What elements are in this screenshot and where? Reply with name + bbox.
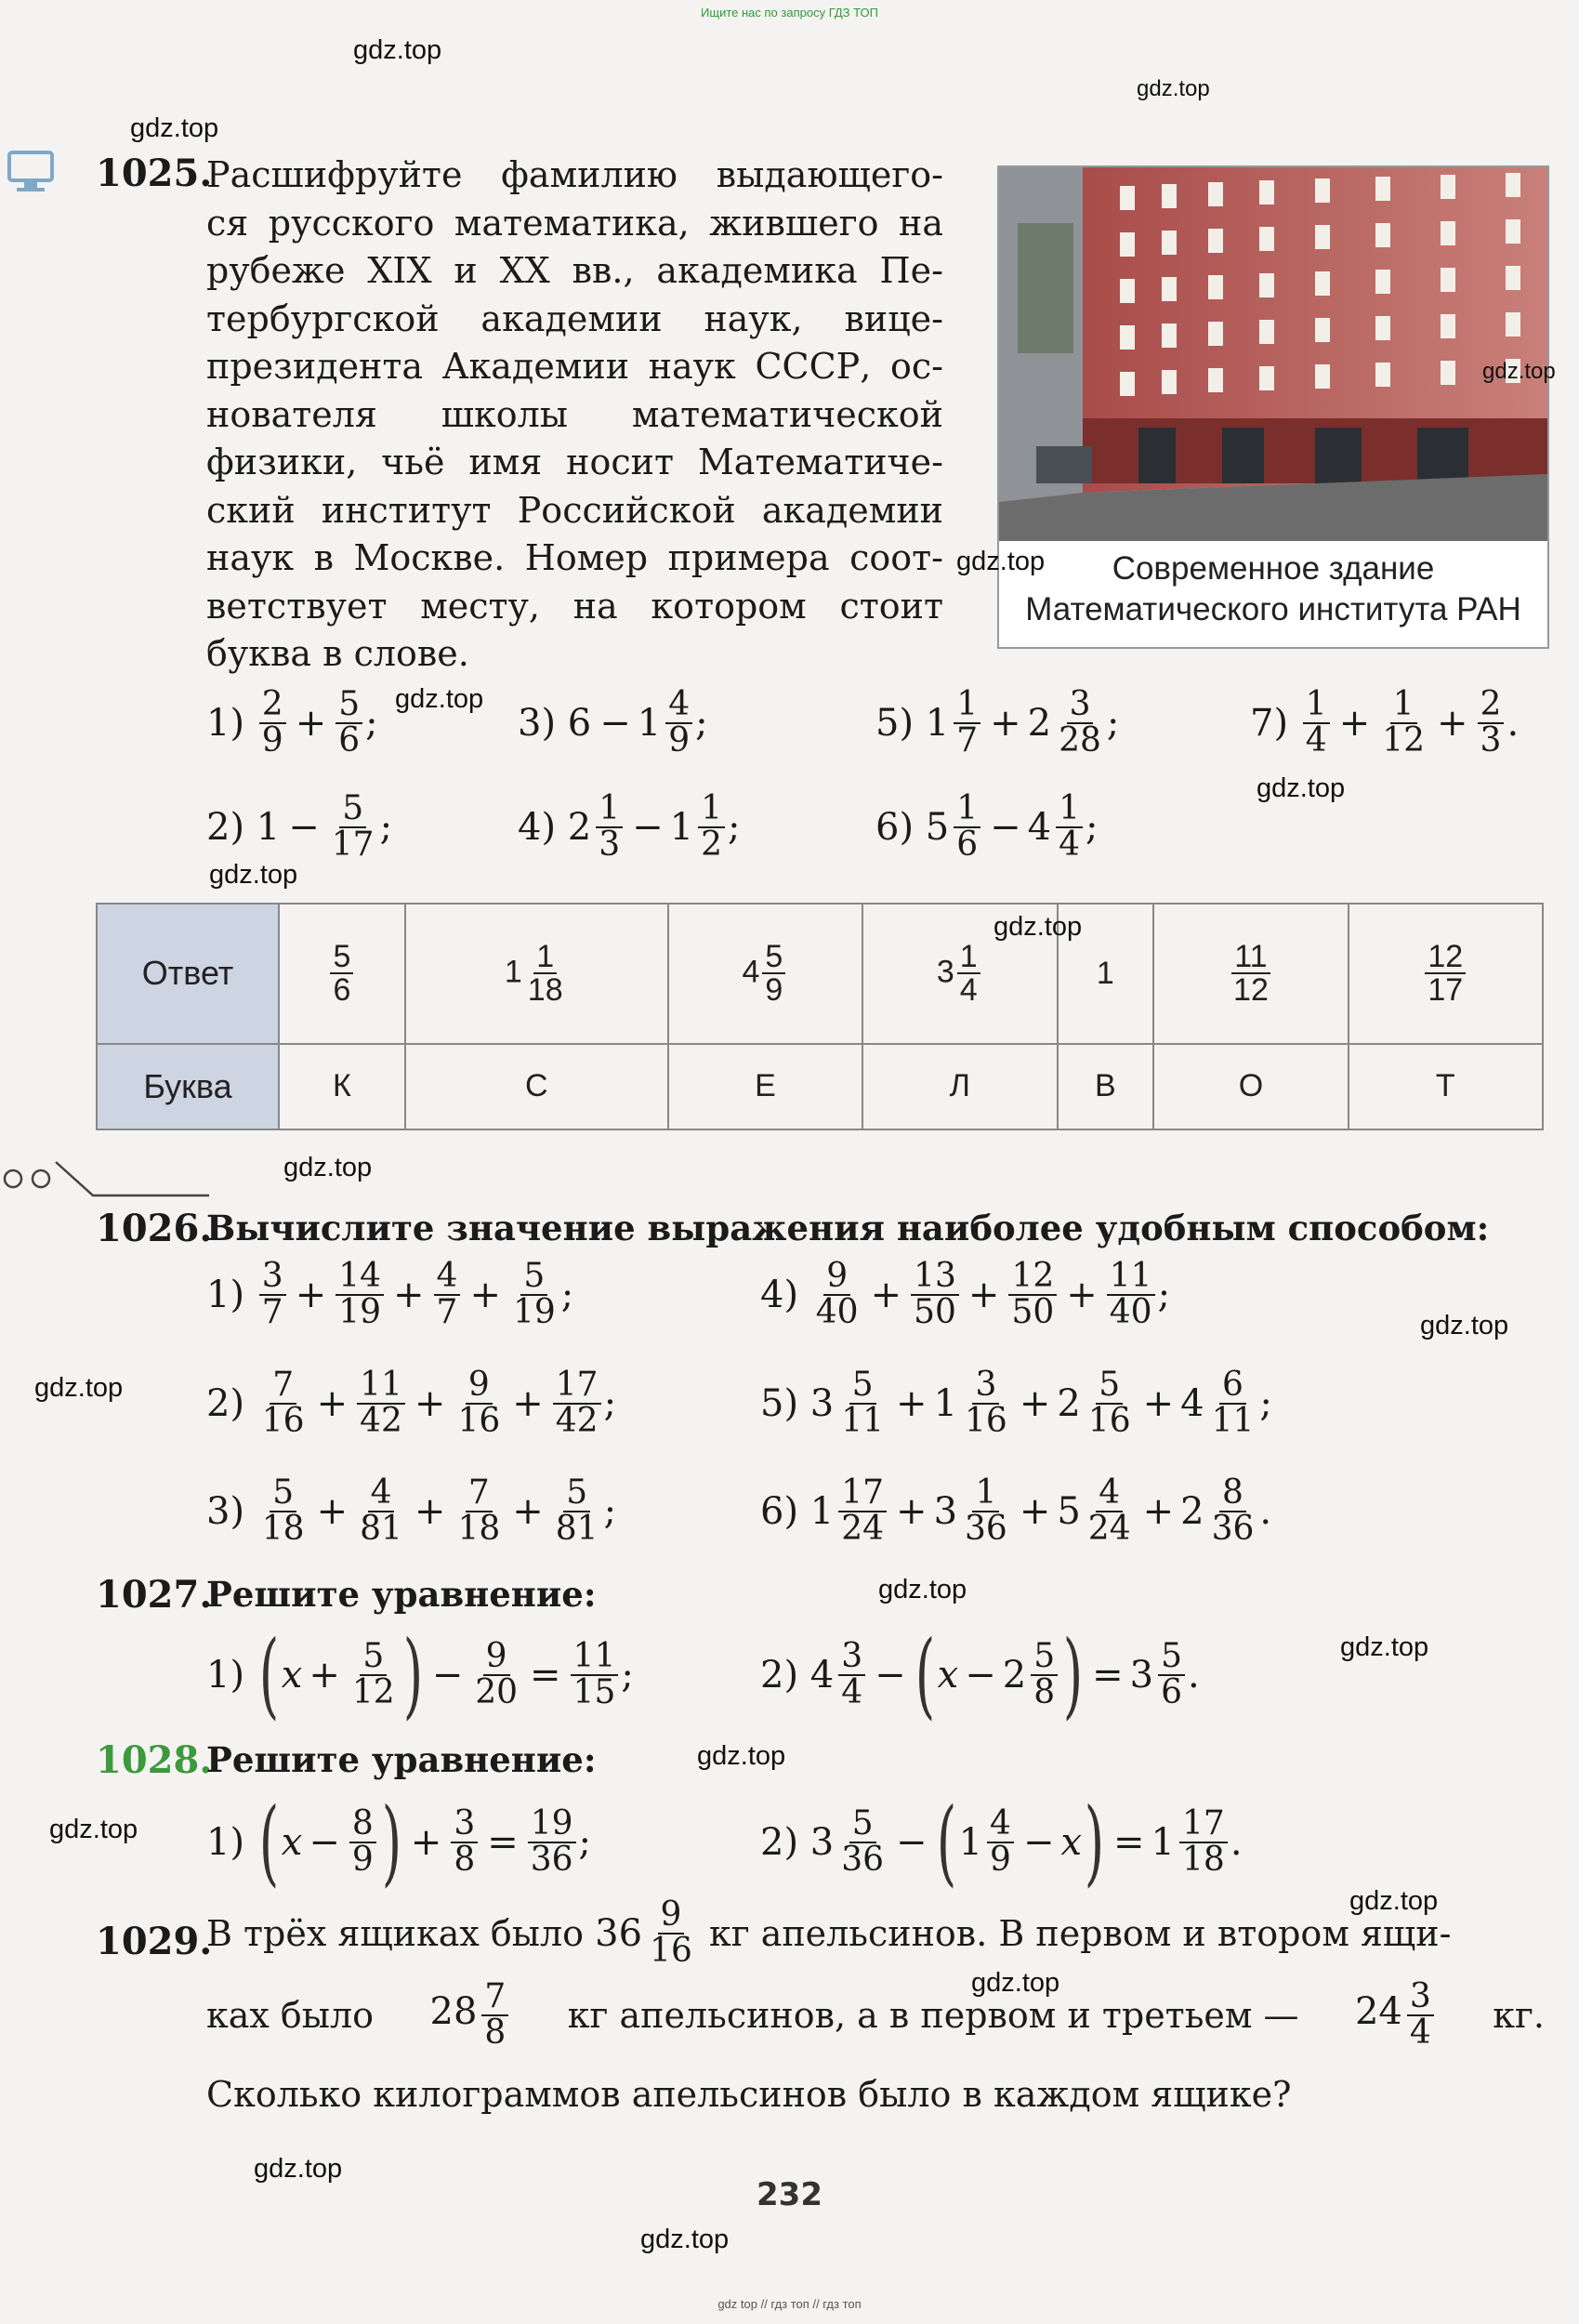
text-line: президента Академии наук СССР, ос- bbox=[206, 346, 943, 387]
watermark: gdz.top bbox=[971, 1968, 1060, 1998]
example-6: 6) 5 1 6 − 4 1 4 ; bbox=[875, 789, 1099, 864]
exercise-1028-text: Решите уравнение: bbox=[206, 1739, 597, 1780]
watermark: gdz.top bbox=[49, 1815, 138, 1844]
watermark: gdz.top bbox=[209, 860, 298, 890]
example-label: 5) bbox=[875, 701, 915, 745]
computer-icon bbox=[4, 149, 59, 195]
letter-cell: К bbox=[279, 1044, 405, 1129]
watermark: gdz.top bbox=[283, 1153, 373, 1182]
watermark: gdz.top bbox=[1137, 76, 1210, 101]
answer-cell: 1 bbox=[1058, 904, 1154, 1044]
watermark: gdz.top bbox=[878, 1575, 967, 1604]
top-banner: Ищите нас по запросу ГДЗ ТОП bbox=[701, 6, 878, 20]
exercise-1027-number: 1027. bbox=[96, 1573, 213, 1617]
watermark: gdz.top bbox=[1340, 1632, 1429, 1662]
example-1026-1: 1) 3 7 + $\frac{14}{19}$ + $\frac{4}{7}$ + $\frac{5}{19}$ ; bbox=[206, 1257, 574, 1331]
example-label: 7) bbox=[1250, 701, 1289, 745]
example-7: 7) 1 4 + $\frac{1}{12}$ + $\frac{2}{3}$ . bbox=[1250, 685, 1520, 759]
page-number: 232 bbox=[757, 2176, 822, 2213]
watermark: gdz.top bbox=[1349, 1886, 1439, 1916]
photo-caption bbox=[999, 548, 1547, 630]
caption-line: Современное здание bbox=[1112, 550, 1435, 587]
example-3: 3) 6 − 1 4 9 ; bbox=[518, 685, 708, 759]
exercise-1029-line2: ках было 28 $\frac{7}{8}$ кг апельсинов, а в первом и третьем — 24 $\frac{3}{4}$ кг. bbox=[206, 1977, 1545, 2052]
text-line: кг апельсинов, а в первом и третьем — bbox=[567, 1994, 1299, 2036]
letter-cell: Л bbox=[862, 1044, 1057, 1129]
watermark: gdz.top bbox=[1482, 359, 1556, 384]
text-line: физики, чьё имя носит Математиче- bbox=[206, 442, 943, 482]
letter-cell: С bbox=[405, 1044, 668, 1129]
row-header: Буква bbox=[97, 1044, 279, 1129]
equation-1028-2: 2) 3 5 36 − ( 1 4 9 − x ) = 1 17 18 . bbox=[760, 1788, 1243, 1896]
table-row bbox=[97, 904, 1543, 1044]
answer-cell: 4 $\frac{5}{9}$ bbox=[668, 904, 862, 1044]
equation-1028-1: 1) ( x − $\frac{8}{9}$ ) + $\frac{3}{8}$ = $\frac{19}{36}$ ; bbox=[206, 1788, 592, 1896]
text-line: кг апельсинов. В первом и втором ящи- bbox=[708, 1912, 1452, 1954]
bottom-banner: gdz top // гдз топ // гдз топ bbox=[717, 2297, 862, 2311]
exercise-1026-text: Вычислите значение выражения наиболее удобным способом: bbox=[206, 1208, 1490, 1248]
watermark: gdz.top bbox=[993, 912, 1083, 942]
exercise-1027-text: Решите уравнение: bbox=[206, 1574, 597, 1615]
watermark: gdz.top bbox=[34, 1373, 124, 1403]
answer-cell: $\frac{5}{6}$ bbox=[279, 904, 405, 1044]
equation-1027-2: 2) 4 3 4 − ( x − 2 5 8 ) = 3 5 6 . bbox=[760, 1620, 1200, 1729]
text-line: нователя школы математической bbox=[206, 393, 943, 435]
text-line: В трёх ящиках было bbox=[206, 1912, 585, 1954]
watermark: gdz.top bbox=[956, 547, 1046, 576]
text-line: ский институт Российской академии bbox=[206, 489, 943, 531]
example-1026-6: 6) 1 17 24 + 3 1 36 + 5 4 24 + 2 8 36 . bbox=[760, 1473, 1272, 1548]
text-line: Расшифруйте фамилию выдающего- bbox=[206, 154, 943, 195]
exercise-1029-number: 1029. bbox=[96, 1920, 213, 1963]
letter-cell: Е bbox=[668, 1044, 862, 1129]
watermark: gdz.top bbox=[254, 2154, 343, 2184]
answer-cell: 1 $\frac{1}{18}$ bbox=[405, 904, 668, 1044]
answer-cell: 3 $\frac{1}{4}$ bbox=[862, 904, 1057, 1044]
answer-cell: $\frac{12}{17}$ bbox=[1349, 904, 1543, 1044]
watermark: gdz.top bbox=[1420, 1311, 1509, 1340]
watermark: gdz.top bbox=[640, 2225, 730, 2254]
example-label: 4) bbox=[518, 805, 557, 849]
letter-cell: Т bbox=[1349, 1044, 1543, 1129]
answer-cell: $\frac{11}{12}$ bbox=[1153, 904, 1348, 1044]
text-line: ветствует месту, на котором стоит bbox=[206, 585, 943, 627]
glasses-icon bbox=[0, 1158, 214, 1205]
example-label: 6) bbox=[875, 805, 915, 849]
watermark: gdz.top bbox=[395, 684, 484, 714]
equation-1027-1: 1) ( x + $\frac{5}{12}$ ) − $\frac{9}{20}$ = $\frac{11}{15}$ ; bbox=[206, 1620, 634, 1729]
example-label: 3) bbox=[518, 701, 557, 745]
caption-line: Математического института РАН bbox=[1025, 591, 1521, 627]
text-line: рубеже XIX и XX вв., академика Пе- bbox=[206, 250, 943, 291]
watermark: gdz.top bbox=[697, 1741, 786, 1771]
building-photo bbox=[999, 167, 1547, 541]
letter-cell: О bbox=[1153, 1044, 1348, 1129]
answer-table bbox=[96, 903, 1544, 1130]
example-1026-5: 5) 3 5 11 + 1 3 16 + 2 5 16 + 4 6 11 ; bbox=[760, 1366, 1272, 1440]
example-1: 1) 2 9 + $\frac{5}{6}$ ; bbox=[206, 685, 378, 759]
example-1026-2: 2) 7 16 + $\frac{11}{42}$ + $\frac{9}{16}$ + $\frac{17}{42}$ ; bbox=[206, 1366, 617, 1440]
exercise-1025-number: 1025. bbox=[96, 152, 213, 195]
watermark: gdz.top bbox=[130, 113, 219, 143]
example-5: 5) 1 1 7 + 2 3 28 ; bbox=[875, 685, 1120, 759]
row-header: Ответ bbox=[97, 904, 279, 1044]
example-2: 2) 1 − $\frac{5}{17}$ ; bbox=[206, 789, 393, 864]
text-line: буква в слове. bbox=[206, 633, 469, 674]
text-line: тербургской академии наук, вице- bbox=[206, 297, 943, 339]
table-row bbox=[97, 1044, 1543, 1129]
exercise-1028-number: 1028. bbox=[96, 1738, 213, 1782]
exercise-1029-line3: Сколько килограммов апельсинов было в каждом ящике? bbox=[206, 2074, 1292, 2115]
example-4: 4) 2 1 3 − 1 1 2 ; bbox=[518, 789, 741, 864]
text-line: ках было bbox=[206, 1994, 375, 2036]
text-line: ся русского математика, жившего на bbox=[206, 202, 943, 244]
text-line: кг. bbox=[1493, 1994, 1545, 2036]
text-line: наук в Москве. Номер примера соот- bbox=[206, 537, 943, 578]
exercise-1029-line1: В трёх ящиках было 36 9 16 кг апельсинов. В первом и втором ящи- bbox=[206, 1895, 1452, 1970]
example-1026-4: 4) 9 40 + $\frac{13}{50}$ + $\frac{12}{50}$ + $\frac{11}{40}$ ; bbox=[760, 1257, 1171, 1331]
watermark: gdz.top bbox=[1257, 773, 1346, 803]
exercise-1025-text bbox=[206, 152, 943, 679]
exercise-1026-number: 1026. bbox=[96, 1207, 213, 1250]
example-label: 2) bbox=[206, 805, 245, 849]
watermark: gdz.top bbox=[353, 35, 442, 65]
example-1026-3: 3) 5 18 + $\frac{4}{81}$ + $\frac{7}{18}$ + $\frac{5}{81}$ ; bbox=[206, 1473, 617, 1548]
letter-cell: В bbox=[1058, 1044, 1154, 1129]
example-label: 1) bbox=[206, 701, 245, 745]
institute-photo-figure bbox=[997, 165, 1549, 649]
